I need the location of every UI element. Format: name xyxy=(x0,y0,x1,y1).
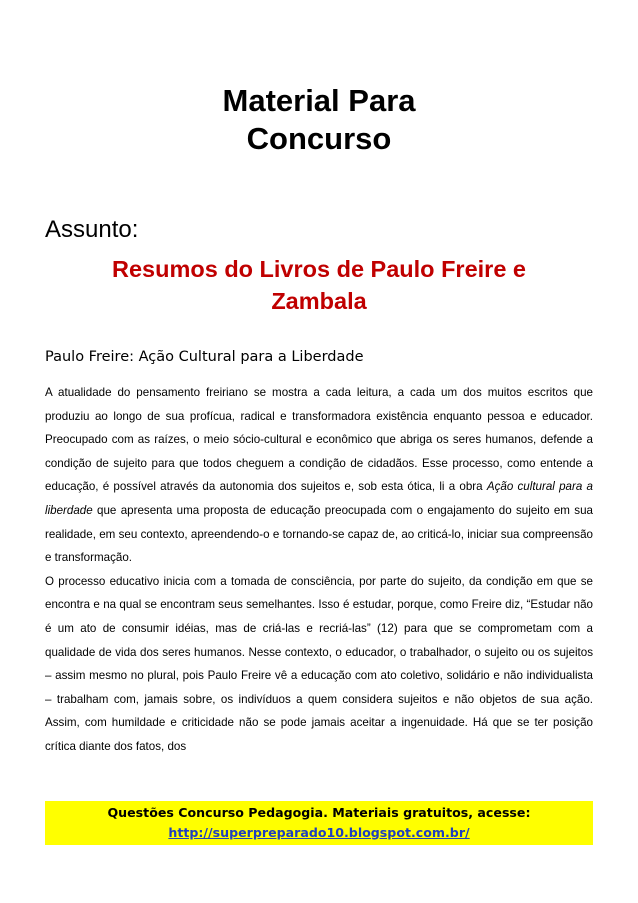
footer-text: Questões Concurso Pedagogia. Materiais gratuitos, acesse: xyxy=(107,805,531,820)
subject-label: Assunto: xyxy=(45,216,139,243)
subject-title xyxy=(45,253,593,317)
footer-banner xyxy=(45,801,593,845)
title-line-2: Concurso xyxy=(246,121,392,156)
book-title: Ação cultural para a liberdade xyxy=(45,480,593,517)
subject-title-line-2: Zambala xyxy=(271,288,367,314)
section-heading: Paulo Freire: Ação Cultural para a Liberdade xyxy=(45,349,364,365)
footer-link[interactable]: http://superpreparado10.blogspot.com.br/ xyxy=(168,825,470,840)
paragraph-1 xyxy=(45,381,593,570)
body-text xyxy=(45,381,593,759)
paragraph-1-part-2: que apresenta uma proposta de educação preocupada com o engajamento do sujeito em sua realidade, em seu contexto, apreendendo-o e tornando-se capaz de, ao criticá-lo, iniciar sua compreensão e transformação. xyxy=(45,503,593,565)
subject-title-line-1: Resumos do Livros de Paulo Freire e xyxy=(112,256,526,282)
document-title xyxy=(0,82,638,158)
paragraph-1-part-1: A atualidade do pensamento freiriano se mostra a cada leitura, a cada um dos muitos escritos que produziu ao longo de sua profícua, radical e transformadora existência enquanto pessoa e educador. Preocupado com as raízes, o meio sócio-cultural e econômico que abriga os seres humanos, defende a condição de sujeito para que todos cheguem a condição de cidadãos. Esse processo, como entende a educação, é possível através da autonomia dos sujeitos e, sob esta ótica, li a obra xyxy=(45,386,593,494)
title-line-1: Material Para xyxy=(222,83,416,118)
paragraph-2: O processo educativo inicia com a tomada de consciência, por parte do sujeito, da condição em que se encontra e na qual se encontram seus semelhantes. Isso é estudar, porque, como Freire diz, “Estudar não é um ato de consumir idéias, mas de criá-las e recriá-las” (12) para que se comprometam com a qualidade de vida dos seres humanos. Nesse contexto, o educador, o trabalhador, o sujeito ou os sujeitos – assim mesmo no plural, pois Paulo Freire vê a educação com ato coletivo, solidário e não individualista – trabalham com, jamais sobre, os indivíduos a quem considera sujeitos e não objetos de sua ação. Assim, com humildade e criticidade não se pode jamais aceitar a ingenuidade. Há que se ter posição crítica diante dos fatos, dos xyxy=(45,574,593,753)
